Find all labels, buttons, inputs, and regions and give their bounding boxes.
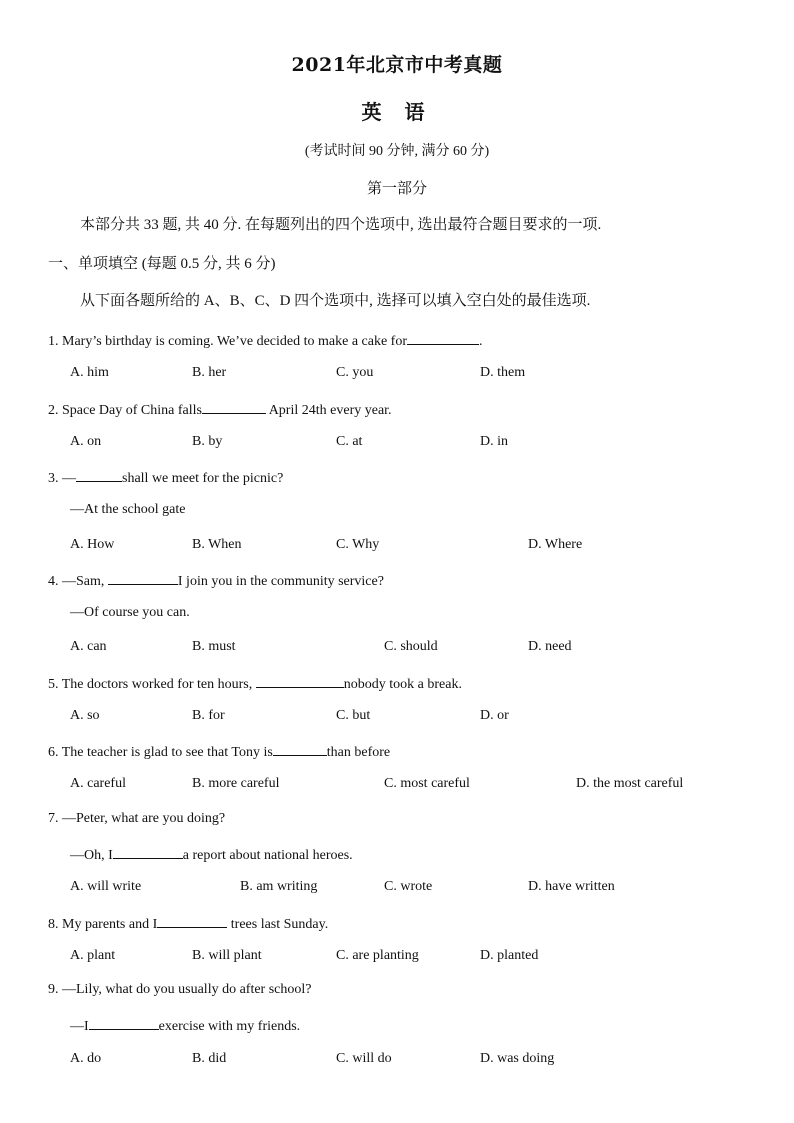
exam-title: 2021年北京市中考真题 (291, 54, 503, 76)
part-intro: 本部分共 33 题, 共 40 分. 在每题列出的四个选项中, 选出最符合题目要求的一项. (80, 217, 602, 233)
section-heading: 一、单项填空 (每题 0.5 分, 共 6 分) (48, 256, 276, 272)
option-b: B. more careful (192, 776, 280, 791)
option-d: D. the most careful (576, 776, 684, 791)
question-6 (48, 741, 390, 762)
question-text: 6. The teacher is glad to see that Tony is (48, 745, 273, 760)
answer-blank (76, 467, 122, 482)
option-a: A. so (70, 708, 100, 723)
question-3 (48, 467, 283, 488)
question-text: 2. Space Day of China falls (48, 403, 202, 418)
option-d: D. need (528, 639, 572, 654)
option-d: D. have written (528, 879, 615, 894)
option-a: A. him (70, 365, 109, 380)
question-9 (48, 981, 311, 999)
answer-blank (108, 570, 178, 585)
question-8 (48, 913, 328, 934)
answer-blank (273, 741, 327, 756)
question-text: I join you in the community service? (177, 574, 384, 589)
section-instruction: 从下面各题所给的 A、B、C、D 四个选项中, 选择可以填入空白处的最佳选项. (80, 293, 591, 309)
option-c: C. you (336, 365, 374, 380)
question-text: than before (326, 745, 391, 760)
question-text: nobody took a break. (343, 677, 462, 692)
option-c: C. at (336, 434, 363, 449)
option-c: C. wrote (384, 879, 433, 894)
answer-line: —Of course you can. (70, 605, 190, 620)
question-5 (48, 673, 462, 694)
question-text: 4. —Sam, (48, 574, 108, 589)
option-b: B. by (192, 434, 223, 449)
option-d: D. in (480, 434, 508, 449)
answer-line: —At the school gate (70, 502, 186, 517)
option-c: C. Why (336, 537, 380, 552)
answer-text: exercise with my friends. (158, 1019, 301, 1034)
option-a: A. do (70, 1051, 102, 1066)
question-text: shall we meet for the picnic? (122, 471, 284, 486)
question-text: April 24th every year. (265, 403, 392, 418)
answer-text: a report about national heroes. (182, 848, 353, 863)
answer-text: —Oh, I (70, 848, 113, 863)
answer-blank (157, 913, 227, 928)
option-c: C. most careful (384, 776, 470, 791)
option-b: B. did (192, 1051, 227, 1066)
option-a: A. will write (70, 879, 142, 894)
answer-blank (407, 330, 479, 345)
question-text: 1. Mary’s birthday is coming. We’ve decided to make a cake for (48, 334, 407, 349)
question-text: 9. —Lily, what do you usually do after school? (48, 982, 312, 997)
option-d: D. Where (528, 537, 583, 552)
question-2 (48, 399, 392, 420)
option-d: D. them (480, 365, 526, 380)
answer-blank (256, 673, 344, 688)
option-a: A. careful (70, 776, 126, 791)
option-a: A. How (70, 537, 115, 552)
option-d: D. or (480, 708, 509, 723)
answer-line (70, 1015, 300, 1036)
question-text: 7. —Peter, what are you doing? (48, 811, 226, 826)
question-7 (48, 810, 225, 828)
question-4 (48, 570, 384, 591)
question-text: trees last Sunday. (227, 917, 329, 932)
answer-text: —I (70, 1019, 89, 1034)
option-c: C. but (336, 708, 371, 723)
question-1 (48, 330, 483, 351)
answer-line (70, 844, 353, 865)
option-c: C. should (384, 639, 438, 654)
option-a: A. can (70, 639, 107, 654)
question-text: 8. My parents and I (48, 917, 158, 932)
answer-blank (113, 844, 183, 859)
option-b: B. for (192, 708, 225, 723)
question-text: . (479, 334, 483, 349)
part-heading: 第一部分 (366, 181, 427, 197)
option-a: A. on (70, 434, 102, 449)
option-b: B. When (192, 537, 242, 552)
option-c: C. will do (336, 1051, 392, 1066)
exam-meta: (考试时间 90 分钟, 满分 60 分) (304, 144, 490, 159)
answer-blank (202, 399, 266, 414)
option-b: B. will plant (192, 948, 262, 963)
question-text: 5. The doctors worked for ten hours, (48, 677, 256, 692)
answer-blank (89, 1015, 159, 1030)
option-b: B. her (192, 365, 227, 380)
question-text: 3. — (48, 471, 76, 486)
option-b: B. must (192, 639, 236, 654)
subject-title: 英 语 (361, 100, 433, 124)
option-b: B. am writing (240, 879, 318, 894)
option-d: D. was doing (480, 1051, 555, 1066)
option-d: D. planted (480, 948, 539, 963)
option-c: C. are planting (336, 948, 419, 963)
option-a: A. plant (70, 948, 116, 963)
